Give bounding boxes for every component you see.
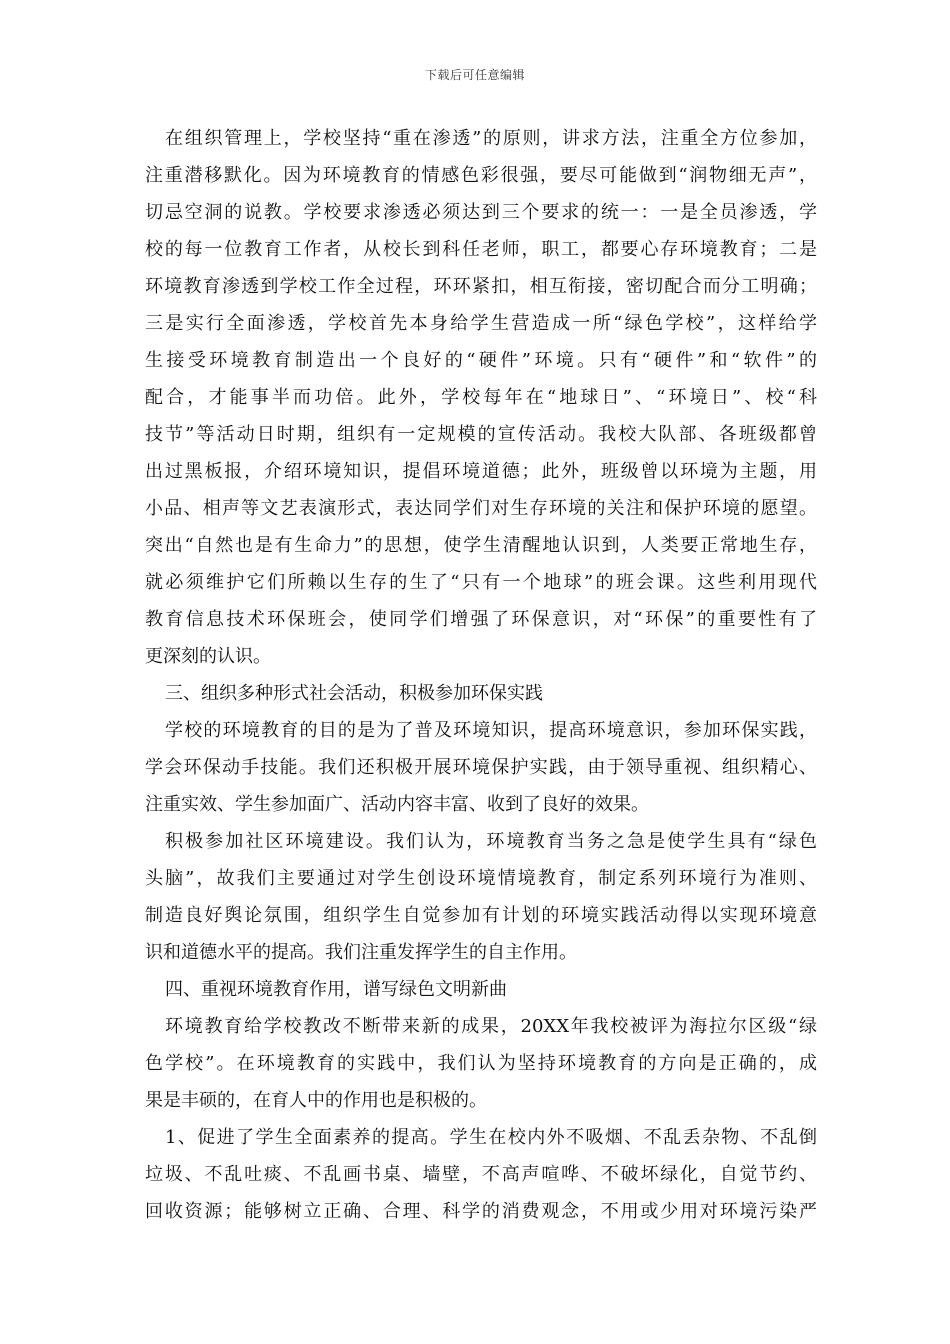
text-line: 识和道德水平的提高。我们注重发挥学生的自主作用。 bbox=[145, 942, 577, 963]
text-line: 制造良好舆论氛围，组织学生自觉参加有计划的环境实践活动得以实现环境意 bbox=[145, 905, 817, 926]
text-line: 头脑”，故我们主要通过对学生创设环境情境教育，制定系列环境行为准则、 bbox=[145, 868, 817, 889]
text-line: 色学校”。在环境教育的实践中，我们认为坚持环境教育的方向是正确的，成 bbox=[145, 1053, 817, 1074]
text-line: 出过黑板报，介绍环境知识，提倡环境道德；此外，班级曾以环境为主题，用 bbox=[145, 461, 817, 482]
text-line: 三、组织多种形式社会活动，积极参加环保实践 bbox=[165, 683, 543, 704]
text-line: 1、促进了学生全面素养的提高。学生在校内外不吸烟、不乱丢杂物、不乱倒 bbox=[165, 1127, 817, 1148]
text-line: 回收资源；能够树立正确、合理、科学的消费观念，不用或少用对环境污染严 bbox=[145, 1201, 817, 1222]
text-line: 学会环保动手技能。我们还积极开展环境保护实践，由于领导重视、组织精心、 bbox=[145, 757, 817, 778]
text-line: 在组织管理上，学校坚持“重在渗透”的原则，讲求方法，注重全方位参加， bbox=[165, 128, 817, 149]
page-header-note: 下载后可任意编辑 bbox=[424, 68, 525, 82]
text-line: 生接受环境教育制造出一个良好的“硬件”环境。只有“硬件”和“软件”的 bbox=[145, 350, 817, 371]
text-line: 切忌空洞的说教。学校要求渗透必须达到三个要求的统一：一是全员渗透，学 bbox=[145, 202, 817, 223]
text-line: 环境教育渗透到学校工作全过程，环环紧扣，相互衔接，密切配合而分工明确； bbox=[145, 276, 817, 297]
text-line: 果是丰硕的，在育人中的作用也是积极的。 bbox=[145, 1090, 487, 1111]
text-line: 配合，才能事半而功倍。此外，学校每年在“地球日”、“环境日”、校“科 bbox=[145, 387, 817, 408]
text-line: 注重实效、学生参加面广、活动内容丰富、收到了良好的效果。 bbox=[145, 794, 649, 815]
text-line: 教育信息技术环保班会，使同学们增强了环保意识，对“环保”的重要性有了 bbox=[145, 609, 817, 630]
text-line: 四、重视环境教育作用，谱写绿色文明新曲 bbox=[165, 979, 507, 1000]
text-line: 学校的环境教育的目的是为了普及环境知识，提高环境意识，参加环保实践， bbox=[165, 720, 817, 741]
text-line: 更深刻的认识。 bbox=[145, 646, 271, 667]
text-line: 突出“自然也是有生命力”的思想，使学生清醒地认识到，人类要正常地生存， bbox=[145, 535, 817, 556]
text-line: 就必须维护它们所赖以生存的生了“只有一个地球”的班会课。这些利用现代 bbox=[145, 572, 817, 593]
text-line: 注重潜移默化。因为环境教育的情感色彩很强，要尽可能做到“润物细无声”， bbox=[145, 165, 817, 186]
text-line: 三是实行全面渗透，学校首先本身给学生营造成一所“绿色学校”，这样给学 bbox=[145, 313, 817, 334]
text-line: 校的每一位教育工作者，从校长到科任老师，职工，都要心存环境教育；二是 bbox=[145, 239, 817, 260]
text-line: 技节”等活动日时期，组织有一定规模的宣传活动。我校大队部、各班级都曾 bbox=[145, 424, 817, 445]
text-line: 小品、相声等文艺表演形式，表达同学们对生存环境的关注和保护环境的愿望。 bbox=[145, 498, 817, 519]
text-line: 环境教育给学校教改不断带来新的成果，20XX年我校被评为海拉尔区级“绿 bbox=[165, 1016, 817, 1037]
text-line: 垃圾、不乱吐痰、不乱画书桌、墙壁，不高声喧哗、不破坏绿化，自觉节约、 bbox=[145, 1164, 817, 1185]
document-body bbox=[145, 120, 817, 1230]
text-line: 积极参加社区环境建设。我们认为，环境教育当务之急是使学生具有“绿色 bbox=[165, 831, 817, 852]
